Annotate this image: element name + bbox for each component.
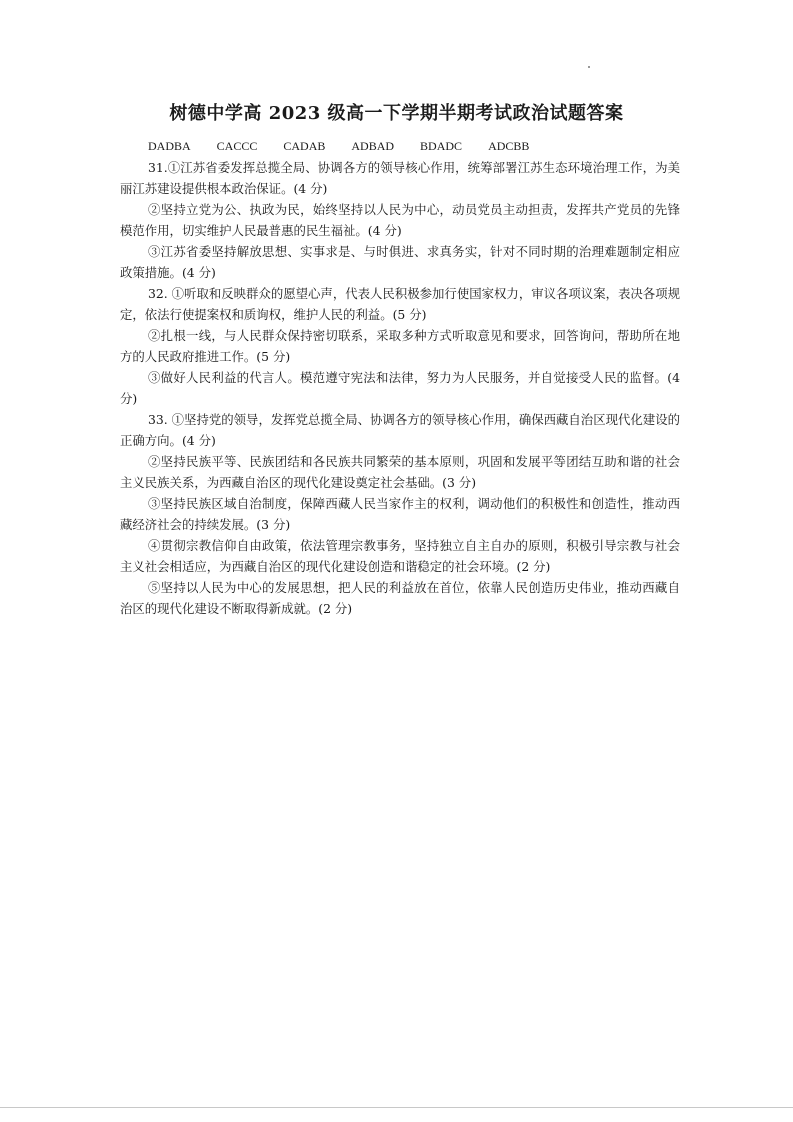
answer-33-point-2: ②坚持民族平等、民族团结和各民族共同繁荣的基本原则，巩固和发展平等团结互助和谐的社会主义民族关系，为西藏自治区的现代化建设奠定社会基础。(3 分) [120, 454, 680, 490]
answer-group-6: ADCBB [488, 139, 530, 153]
answer-31-point-3: ③江苏省委坚持解放思想、实事求是、与时俱进、求真务实，针对不同时期的治理难题制定相应政策措施。(4 分) [120, 244, 680, 280]
answer-33-point-4: ④贯彻宗教信仰自由政策，依法管理宗教事务，坚持独立自主自办的原则，积极引导宗教与社会主义社会相适应，为西藏自治区的现代化建设创造和谐稳定的社会环境。(2 分) [120, 538, 680, 574]
answer-group-5: BDADC [420, 139, 463, 153]
answer-body [120, 157, 680, 619]
answer-33-point-5: ⑤坚持以人民为中心的发展思想，把人民的利益放在首位，依靠人民创造历史伟业，推动西藏自治区的现代化建设不断取得新成就。(2 分) [120, 580, 680, 616]
answer-32-point-2: ②扎根一线，与人民群众保持密切联系，采取多种方式听取意见和要求，回答询问，帮助所在地方的人民政府推进工作。(5 分) [120, 328, 680, 364]
answer-31-point-1: 31.①江苏省委发挥总揽全局、协调各方的领导核心作用，统筹部署江苏生态环境治理工作，为美丽江苏建设提供根本政治保证。(4 分) [120, 160, 680, 196]
answer-33-point-3: ③坚持民族区域自治制度，保障西藏人民当家作主的权利，调动他们的积极性和创造性，推动西藏经济社会的持续发展。(3 分) [120, 496, 680, 532]
page-bottom-divider [0, 1107, 793, 1108]
answer-32-point-3: ③做好人民利益的代言人。模范遵守宪法和法律，努力为人民服务，并自觉接受人民的监督。(4 分) [120, 370, 680, 406]
page-title: 树德中学高 2023 级高一下学期半期考试政治试题答案 [169, 103, 624, 124]
answer-33-point-1: 33. ①坚持党的领导，发挥党总揽全局、协调各方的领导核心作用，确保西藏自治区现代化建设的正确方向。(4 分) [120, 412, 680, 448]
choice-answers-row [148, 139, 552, 154]
scan-dot-mark [588, 66, 590, 68]
answer-group-2: CACCC [216, 139, 258, 153]
answer-32-point-1: 32. ①听取和反映群众的愿望心声，代表人民积极参加行使国家权力，审议各项议案，表决各项规定，依法行使提案权和质询权，维护人民的利益。(5 分) [120, 286, 680, 322]
answer-group-4: ADBAD [351, 139, 395, 153]
answer-group-1: DADBA [148, 139, 191, 153]
answer-31-point-2: ②坚持立党为公、执政为民，始终坚持以人民为中心，动员党员主动担责，发挥共产党员的先锋模范作用，切实维护人民最普惠的民生福祉。(4 分) [120, 202, 680, 238]
answer-group-3: CADAB [283, 139, 326, 153]
